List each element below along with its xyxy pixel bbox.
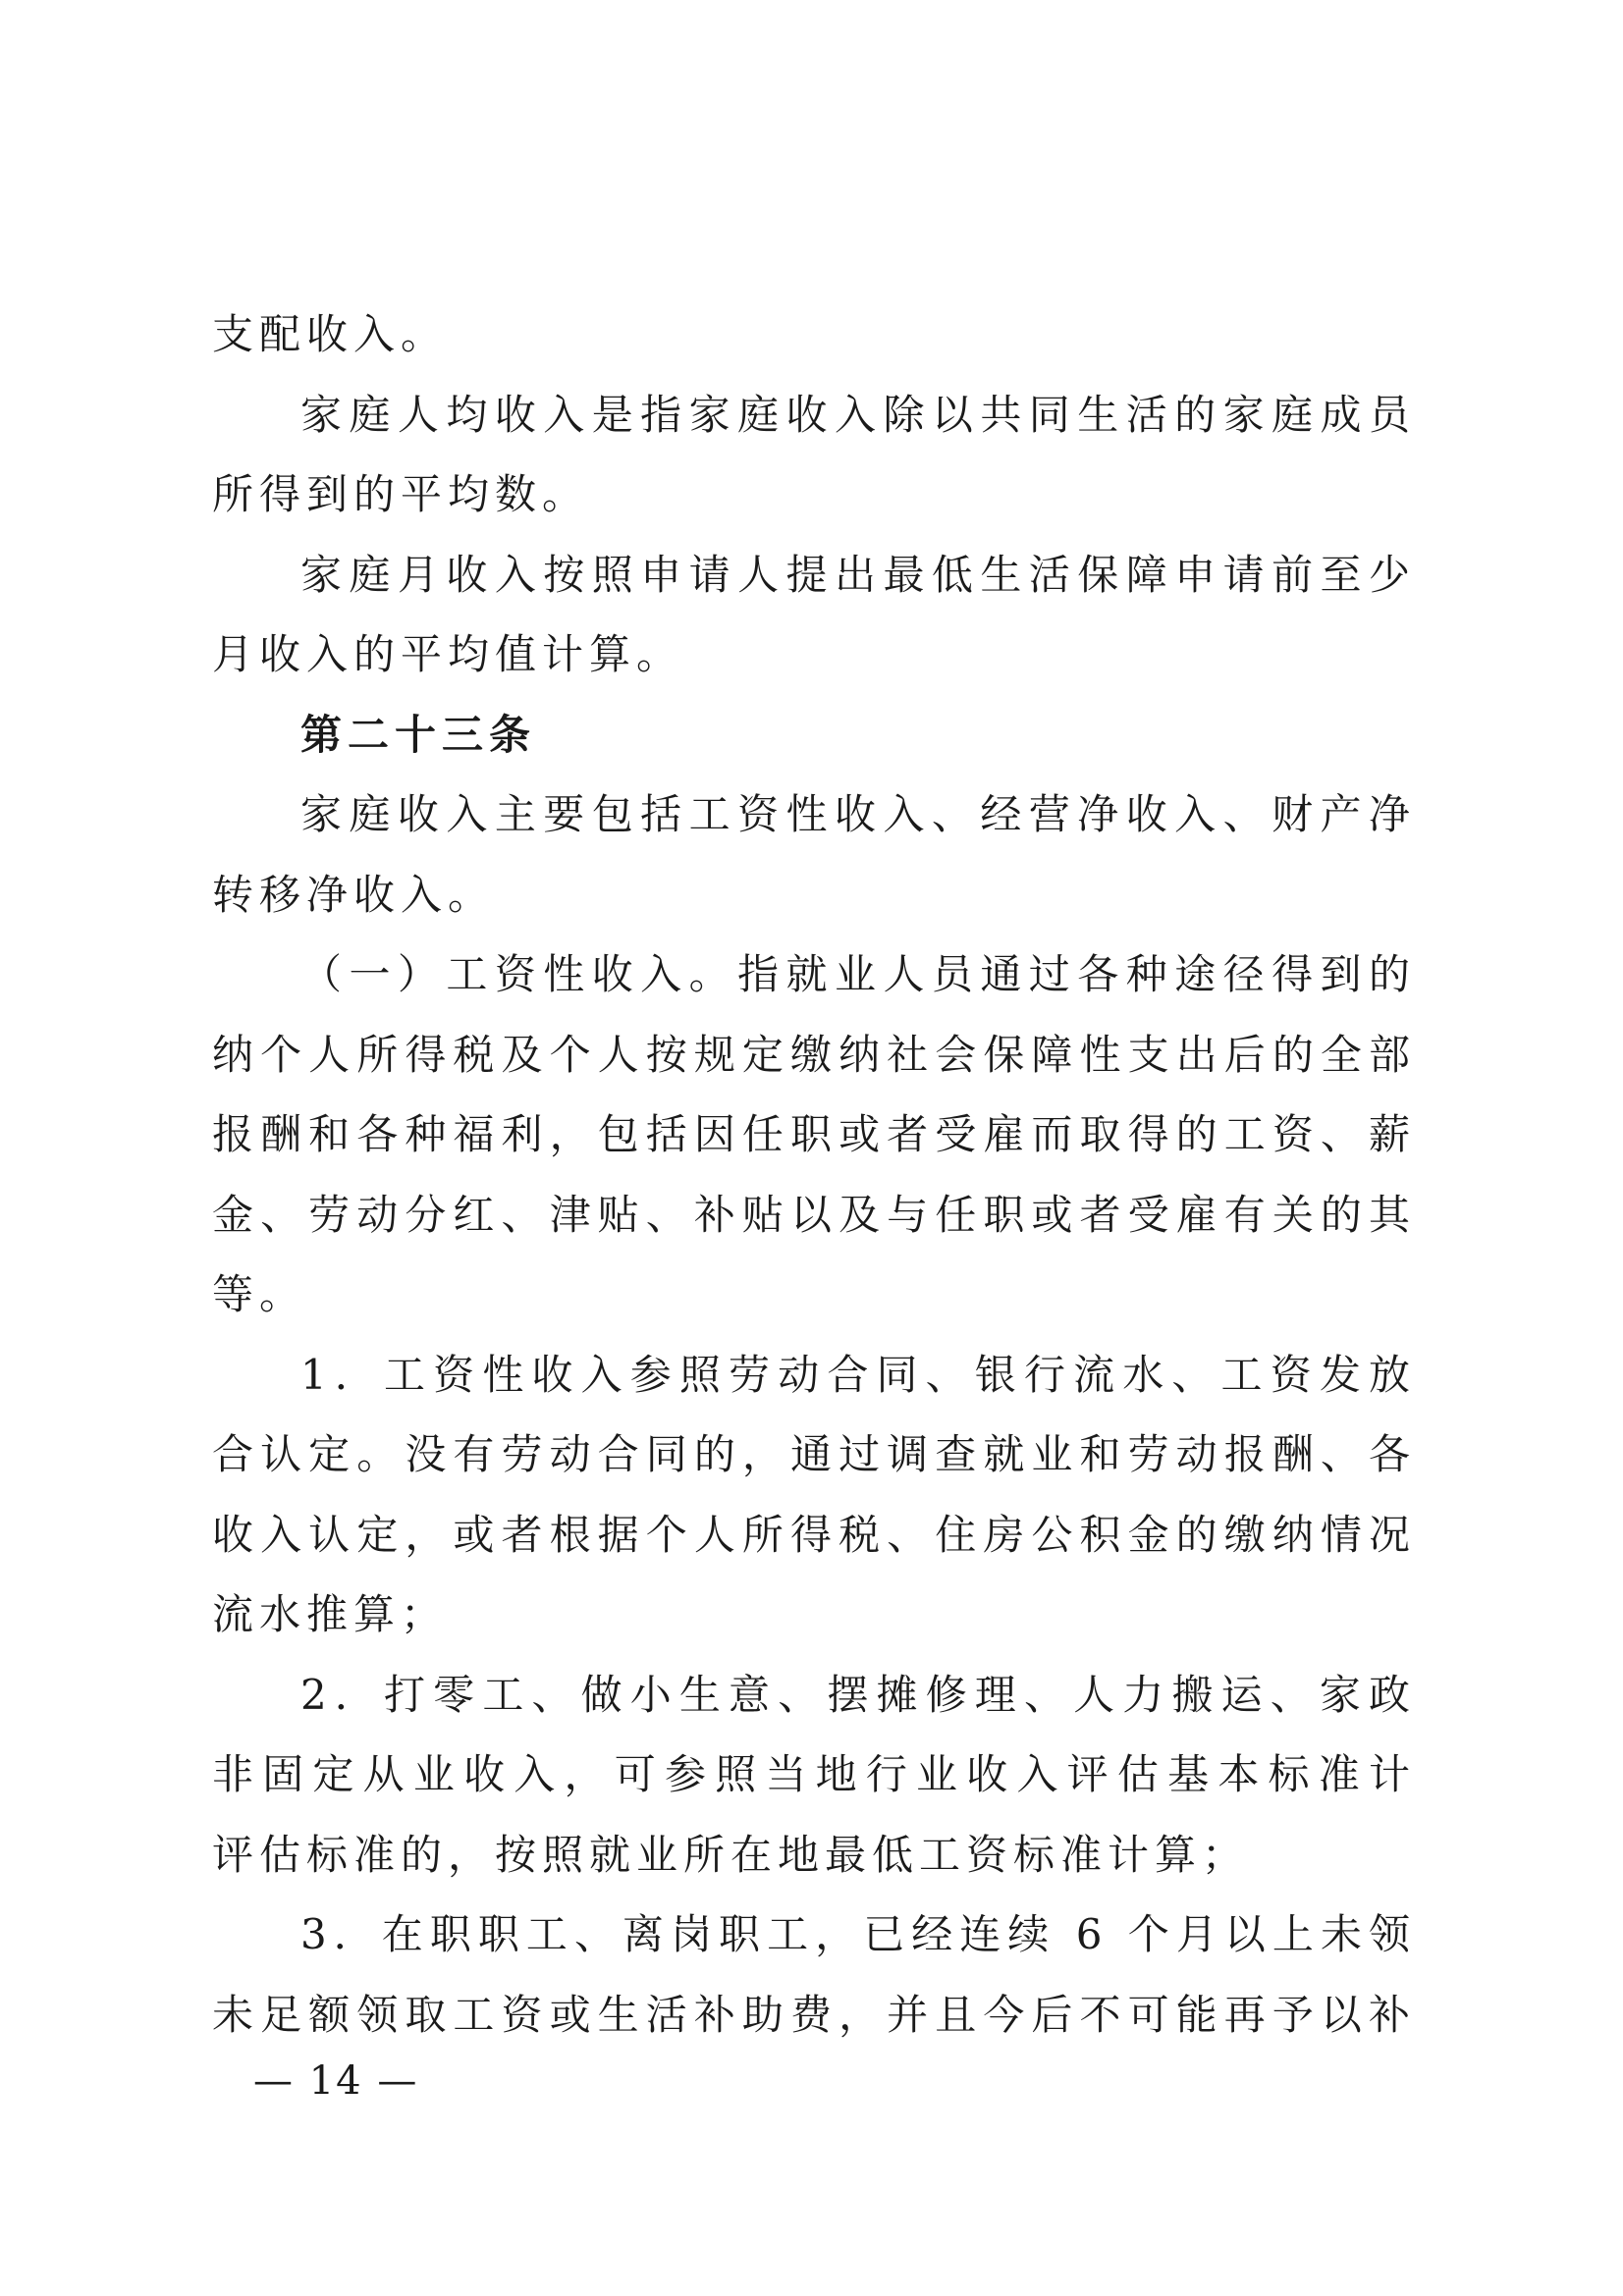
- text-line: 流水推算；: [212, 1590, 449, 1638]
- text-line: 金、劳动分红、津贴、补贴以及与任职或者受雇有关的其: [212, 1190, 1416, 1239]
- text-line: 月收入的平均值计算。: [212, 630, 684, 678]
- text-line: 3．在职职工、离岗职工，已经连续 6 个月以上未领: [300, 1910, 1416, 1958]
- document-body: [212, 294, 1416, 2055]
- text-line: 非固定从业收入，可参照当地行业收入评估基本标准计: [212, 1750, 1416, 1798]
- text-line: 家庭月收入按照申请人提出最低生活保障申请前至少: [300, 550, 1416, 599]
- text-line: 等。: [212, 1270, 307, 1318]
- text-line: 合认定。没有劳动合同的，通过调查就业和劳动报酬、各: [212, 1430, 1416, 1478]
- text-line: 未足额领取工资或生活补助费，并且今后不可能再予以补: [212, 1990, 1416, 2039]
- text-line: 所得到的平均数。: [212, 470, 590, 518]
- text-line: 收入认定，或者根据个人所得税、住房公积金的缴纳情况: [212, 1510, 1416, 1559]
- text-line: 纳个人所得税及个人按规定缴纳社会保障性支出后的全部: [212, 1030, 1416, 1079]
- text-line: 报酬和各种福利，包括因任职或者受雇而取得的工资、薪: [212, 1110, 1416, 1158]
- text-line: 支配收入。: [212, 310, 449, 358]
- text-line: 2．打零工、做小生意、摆摊修理、人力搬运、家政: [300, 1670, 1416, 1719]
- text-line: 1．工资性收入参照劳动合同、银行流水、工资发放: [300, 1350, 1416, 1399]
- text-line: 家庭人均收入是指家庭收入除以共同生活的家庭成员: [300, 390, 1416, 439]
- text-line: 转移净收入。: [212, 870, 496, 919]
- text-line: 家庭收入主要包括工资性收入、经营净收入、财产净: [300, 790, 1416, 838]
- text-line: 评估标准的，按照就业所在地最低工资标准计算；: [212, 1830, 1250, 1879]
- text-line: （一）工资性收入。指就业人员通过各种途径得到的: [300, 950, 1416, 998]
- page-number: — 14 —: [253, 2058, 419, 2104]
- article-heading: 第二十三条: [300, 710, 537, 759]
